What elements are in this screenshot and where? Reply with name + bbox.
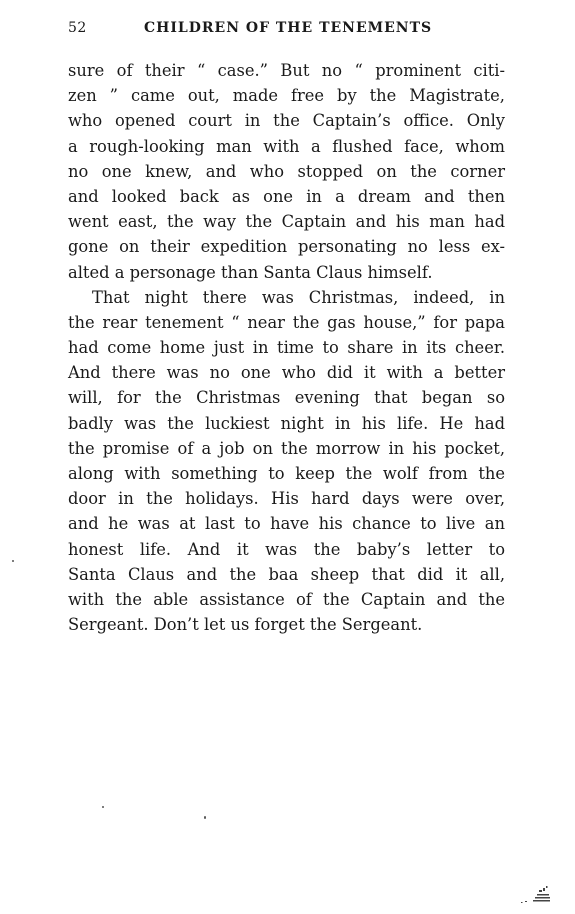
text-line: badly was the luckiest night in his life. He had bbox=[68, 413, 505, 433]
text-line: honest life. And it was the baby’s letter to bbox=[68, 539, 505, 559]
running-head: CHILDREN OF THE TENEMENTS bbox=[144, 20, 433, 36]
scan-speck bbox=[204, 816, 206, 819]
text-line: gone on their expedition personating no less ex- bbox=[68, 237, 505, 257]
text-line: had come home just in time to share in its cheer. bbox=[68, 338, 505, 358]
text-line: no one knew, and who stopped on the corner bbox=[68, 161, 505, 181]
text-line: zen ” came out, made free by the Magistrate, bbox=[68, 86, 505, 106]
page-header bbox=[68, 20, 508, 40]
text-line: and he was at last to have his chance to live an bbox=[68, 514, 505, 534]
text-line: and looked back as one in a dream and then bbox=[68, 186, 505, 206]
page-number: 52 bbox=[68, 20, 87, 36]
text-line: sure of their “ case.” But no “ prominent citi- bbox=[68, 61, 505, 80]
text-line: with the able assistance of the Captain and the bbox=[68, 589, 505, 609]
text-line: the promise of a job on the morrow in his pocket, bbox=[68, 438, 505, 458]
text-line: the rear tenement “ near the gas house,” for papa bbox=[68, 312, 505, 332]
text-line: along with something to keep the wolf from the bbox=[68, 464, 505, 483]
text-line: a rough-looking man with a flushed face, whom bbox=[68, 136, 505, 156]
body-text bbox=[68, 58, 505, 637]
scan-speck bbox=[102, 806, 104, 808]
library-stamp-mark bbox=[519, 884, 553, 906]
text-line: alted a personage than Santa Claus himself. bbox=[68, 262, 433, 282]
text-line: Santa Claus and the baa sheep that did it all, bbox=[68, 564, 505, 584]
text-line: will, for the Christmas evening that began so bbox=[68, 388, 505, 408]
scan-speck bbox=[12, 560, 14, 562]
text-line: And there was no one who did it with a better bbox=[68, 363, 505, 383]
text-line: Sergeant. Don’t let us forget the Sergeant. bbox=[68, 615, 423, 635]
text-line: door in the holidays. His hard days were over, bbox=[68, 489, 505, 509]
paragraph-1 bbox=[68, 58, 505, 285]
paragraph-2 bbox=[68, 285, 505, 638]
text-line: That night there was Christmas, indeed, in bbox=[92, 287, 505, 307]
text-line: who opened court in the Captain’s office. Only bbox=[68, 111, 505, 131]
text-line: went east, the way the Captain and his man had bbox=[68, 212, 505, 232]
